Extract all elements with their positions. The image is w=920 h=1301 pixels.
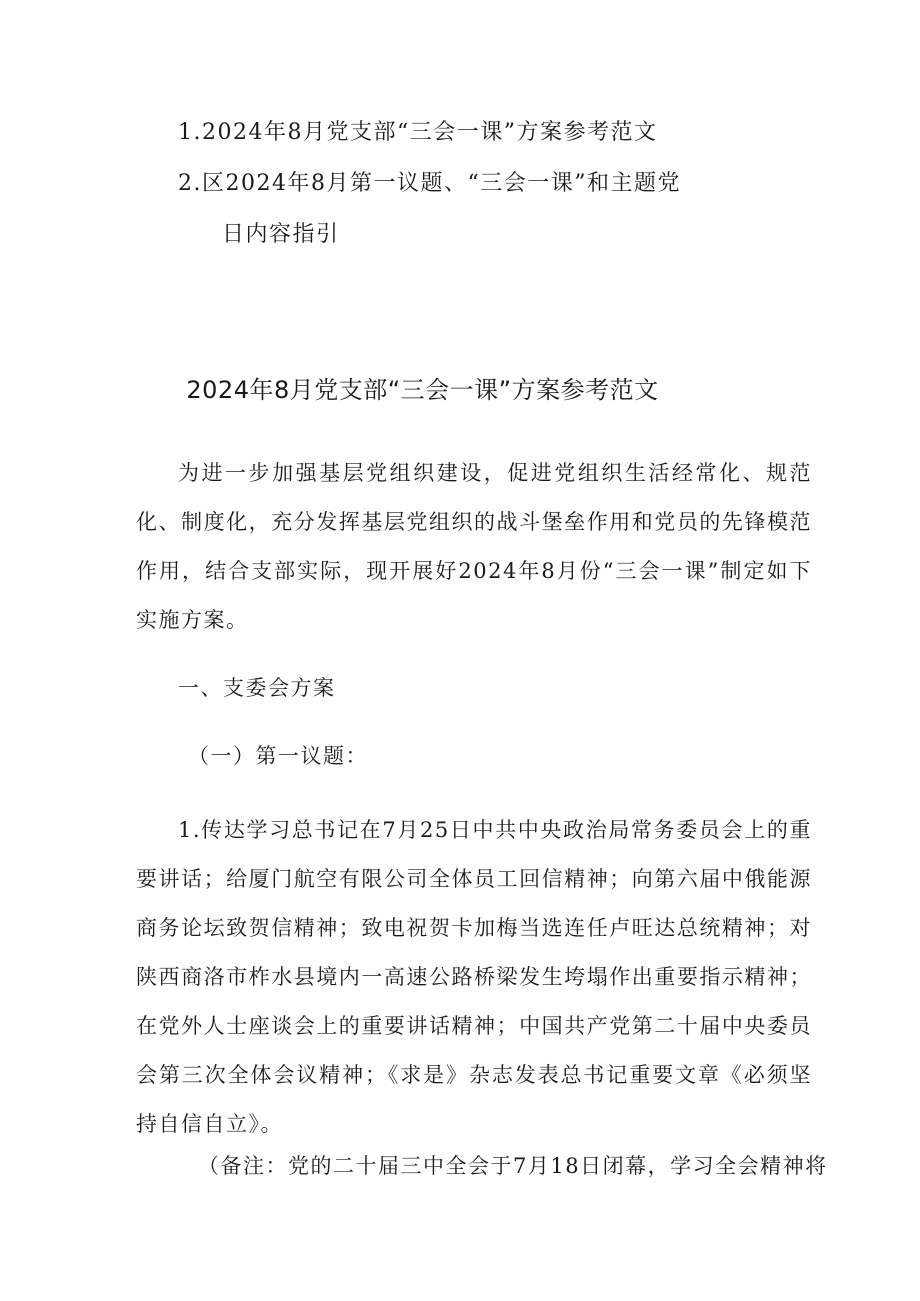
intro-paragraph: 为进一步加强基层党组织建设，促进党组织生活经常化、规范化、制度化，充分发挥基层党组织的战斗堡垒作用和党员的先锋模范作用，结合支部实际，现开展好2024年8月份“三会一课”制定如下实施方案。	[136, 461, 812, 632]
subsection-heading-1: （一）第一议题：	[188, 744, 368, 768]
item-1-paragraph: 1.传达学习总书记在7月25日中共中央政治局常务委员会上的重要讲话；给厦门航空有限公司全体员工回信精神；向第六届中俄能源商务论坛致贺信精神；致电祝贺卡加梅当选连任卢旺达总统精神；对陕西商洛市柞水县境内一高速公路桥梁发生垮塌作出重要指示精神；在党外人士座谈会上的重要讲话精神；中国共产党第二十届中央委员会第三次全体会议精神；《求是》杂志发表总书记重要文章《必须坚持自信自立》。	[136, 818, 812, 1136]
toc-item-2-line-2: 日内容指引	[222, 222, 340, 247]
document-title: 2024年8月党支部“三会一课”方案参考范文	[186, 376, 659, 404]
section-heading-1: 一、支委会方案	[178, 676, 336, 700]
toc-item-2-line-1: 2.区2024年8月第一议题、“三会一课”和主题党	[178, 171, 681, 196]
note-paragraph: （备注：党的二十届三中全会于7月18日闭幕，学习全会精神将	[198, 1154, 828, 1178]
toc-item-1: 1.2024年8月党支部“三会一课”方案参考范文	[178, 120, 658, 145]
